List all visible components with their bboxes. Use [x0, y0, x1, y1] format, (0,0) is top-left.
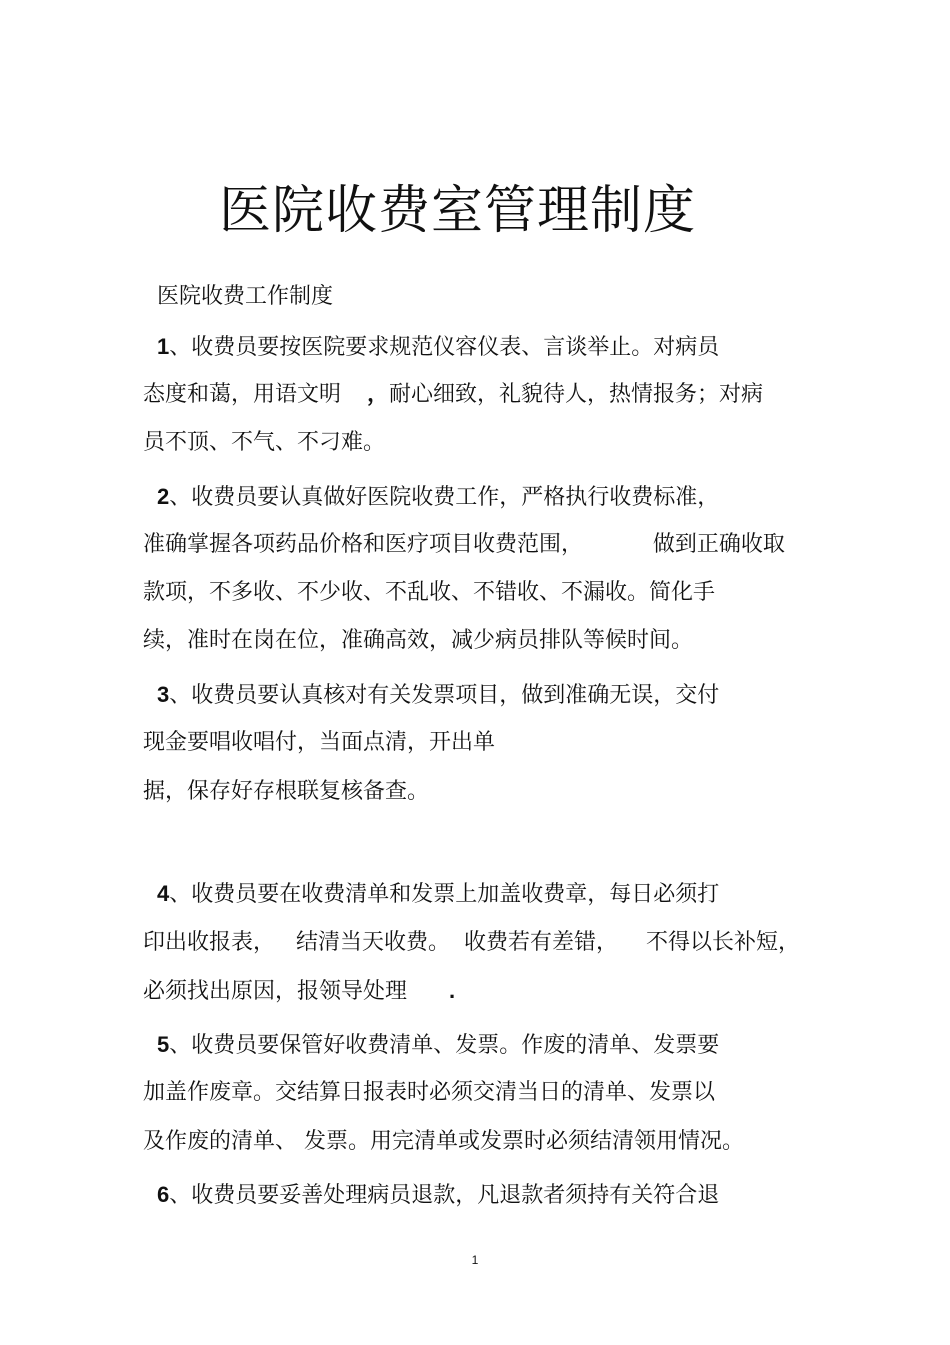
- item-5-line-2: 加盖作废章。交结算日报表时必须交清当日的清单、发票以: [143, 1080, 716, 1105]
- item-1-line-3: 员不顶、不气、不刁难。: [143, 430, 386, 455]
- item-number: 2: [157, 484, 170, 509]
- section-heading: 医院收费工作制度: [157, 284, 334, 309]
- item-5-line-1: 5、收费员要保管好收费清单、发票。作废的清单、发票要: [157, 1032, 720, 1058]
- item-6-line-1: 6、收费员要妥善处理病员退款，凡退款者须持有关符合退: [157, 1182, 720, 1208]
- item-2-line-1: 2、收费员要认真做好医院收费工作，严格执行收费标准，: [157, 484, 720, 510]
- item-4-line-3: 必须找出原因，报领导处理 .: [143, 978, 456, 1004]
- item-number: 3: [157, 682, 170, 707]
- item-4-line-2: 印出收报表， 结清当天收费。 收费若有差错， 不得以长补短，: [143, 930, 800, 955]
- item-1-line-2: 态度和蔼，用语文明 ，耐心细致，礼貌待人，热情报务；对病: [143, 381, 764, 407]
- item-number: 4: [157, 881, 170, 906]
- item-2-line-2: 准确掌握各项药品价格和医疗项目收费范围， 做到正确收取: [143, 532, 785, 557]
- document-title: 医院收费室管理制度: [218, 181, 696, 241]
- item-3-line-2: 现金要唱收唱付，当面点清，开出单: [143, 730, 496, 755]
- item-number: 6: [157, 1182, 170, 1207]
- item-2-line-4: 续，准时在岗在位，准确高效，减少病员排队等候时间。: [143, 628, 694, 653]
- item-1-line-1: 1、收费员要按医院要求规范仪容仪表、言谈举止。对病员: [157, 334, 720, 360]
- item-5-line-3: 及作废的清单、 发票。用完清单或发票时必须结清领用情况。: [143, 1129, 744, 1154]
- item-3-line-1: 3、收费员要认真核对有关发票项目，做到准确无误，交付: [157, 682, 720, 708]
- item-number: 5: [157, 1032, 170, 1057]
- item-number: 1: [157, 334, 170, 359]
- item-4-line-1: 4、收费员要在收费清单和发票上加盖收费章，每日必须打: [157, 881, 720, 907]
- page-number: 1: [471, 1253, 479, 1267]
- item-2-line-3: 款项，不多收、不少收、不乱收、不错收、不漏收。简化手: [143, 580, 716, 605]
- item-3-line-3: 据，保存好存根联复核备查。: [143, 779, 430, 804]
